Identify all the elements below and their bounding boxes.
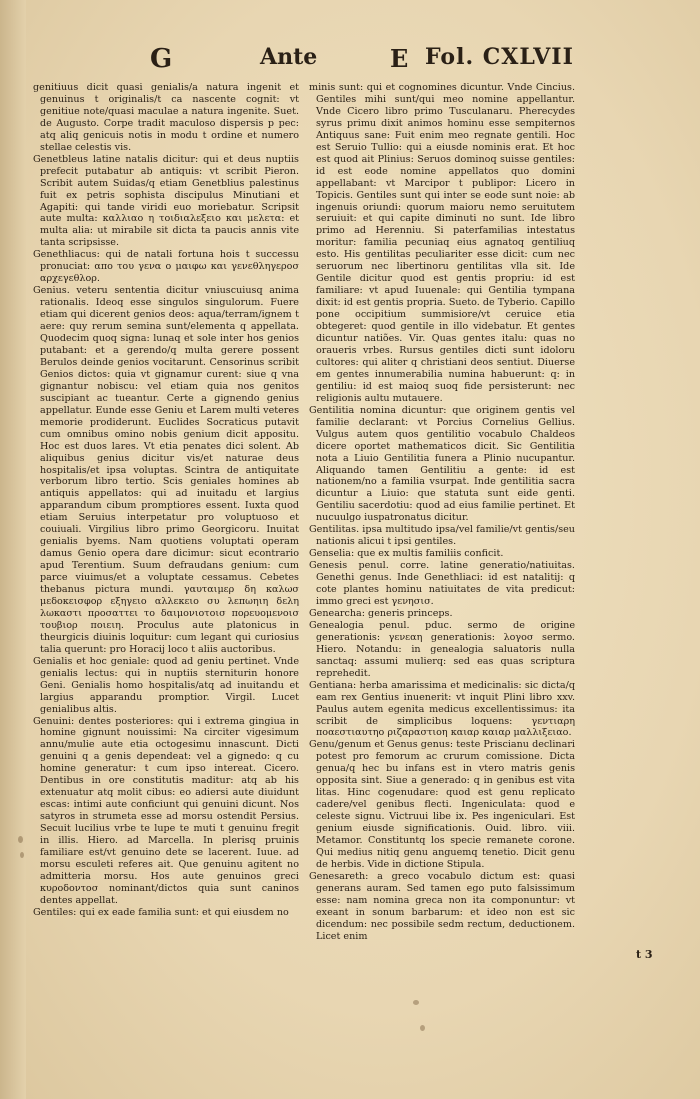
running-header bbox=[150, 44, 580, 76]
signature-mark: t 3 bbox=[636, 948, 653, 961]
folio-number: Fol. CXLVII bbox=[425, 44, 574, 70]
binding-gutter bbox=[0, 0, 26, 1099]
entry-paragraph: Genealogia penul. pduc. sermo de origine generationis: γενεαη generationis: λογοσ sermo. Hiero. Notandu: in genealogia saluatoris nulla sanctaq: assumi mulierq: sed eas quas scriptura reprehedit. bbox=[309, 619, 575, 679]
left-column bbox=[33, 82, 299, 918]
foxing-spot bbox=[420, 1025, 425, 1031]
entry-paragraph: Genuini: dentes posteriores: qui i extrema gingiua in homine gignunt nouissimi: Na circiter vigesimum annu/mulie aute etia octogesimu innascunt. Dicti genuini q a genis dependeat: vel a gignedo: q cu homine generatur: t cum ipso intereat. Cicero. Dentibus in ore constitutis maditur: atq ab his extenuatur atq molit cibus: eo adiersi aute diuidunt escas: intimi aute conficiunt qui genuini dicunt. Nos satyros in strumeta esse ad morsu ostendit Persius. Secuit lucilius vrbe te lupe te muti t genuinu fregit in illis. Hiero. ad Marcella. In plerisq pruinis familiare est/vt genuino dete se lacerent. Iuue. ad morsu esculeti referes ait. Que genuinu agitent no admitteria morsu. Hos aute genuinos greci κυροδοντοσ nominant/dictos quia sunt caninos dentes appellat. bbox=[33, 715, 299, 906]
right-column bbox=[309, 82, 575, 942]
entry-paragraph: Genselia: que ex multis familiis conficit. bbox=[309, 548, 504, 560]
entry-paragraph: Genialis et hoc geniale: quod ad geniu pertinet. Vnde genialis lectus: qui in nuptiis sterniturin honore Geni. Genialis homo hospitalis/atq ad inuitandu et largius apparandu promptior. Virgil. Lucet genialibus altis. bbox=[33, 655, 299, 715]
entry-paragraph: Gentilitia nomina dicuntur: que originem gentis vel familie declarant: vt Porcius Cornelius Gellius. Vulgus autem quos gentilitio vocabulo Chaldeos dicere oportet mathematicos dicit. Sic Gentilitia nota a Liuio Gentilitia funera a Plinio nucupantur. Aliquando tamen Gentilitiu a gente: id est nationem/no a familia vsurpat. Inde gentilitia sacra dicuntur a Liuio: que statuta sunt eide genti. Gentiliu sacerdotiu: quod ad eius familie pertinet. Et nucuulgo iuspatronatus dicitur. bbox=[309, 404, 575, 524]
foxing-spot bbox=[20, 852, 24, 858]
foxing-spot bbox=[18, 836, 23, 843]
entry-paragraph: Genethliacus: qui de natali fortuna hois t successu pronuciat: απο του γενα ο μαιφω και γενεθληγεροσ αρχεγεθλορ. bbox=[33, 249, 299, 285]
entry-paragraph: Genius. veteru sententia dicitur vniuscuiusq anima rationalis. Ideoq esse singulos singulorum. Fuere etiam qui dicerent genios deos: aqua/terram/ignem t aere: quy rerum semina sunt/elementa q appellata. Quodecim quoq signa: lunaq et sole inter hos genios putabant: et a gerendo/q multa gerere possent Berulos deinde genios vocitarunt. Censorinus scribit Genios dictos: quia vt gignamur curent: siue q vna gignantur nobiscu: vel etiam quia nos genitos suscipiant ac tueantur. Certe a gignendo genius appellatur. Eunde esse Geniu et Larem multi veteres memorie prodiderunt. Euclides Socraticus putavit cum omnibus omino nobis genium dicit appositu. Hoc est duos lares. Vt etia penates dici solent. Ab aliquibus genius dicitur vis/et naturae deus hospitalis/et ipsa voluptas. Scintra de antiquitate verborum libro tertio. Scis geniales homines ab antiquis appellatos: qui ad inuitadu et largius apparandum cibum promptiores essent. Iuxta quod etiam Seruius interpetatur pro voluptuoso et couiuali. Virgilius libro primo Georgicoru. Inuitat genialis byems. Nam quotiens voluptati operam damus Genio opera dare dicimur: sicut econtrario apud Terentium. Suum defraudans genium: cum parce viuimus/et a voluptate cessamus. Cebetes thebanus pictura mundi. γαυταιμερ δη καλωσ μεδοκεισφορ εξηγειο αλλεκειο συ λεπωηιη δελη λωκαστι προσαττει το δαιμονιοτοισ πορευομενοισ τουβιορ ποιειη. Proculus aute platonicus in theurgicis diuinis loquitur: cum legant qui curiosius talia querunt: pro Horacij loco t aliis auctoribus. bbox=[33, 285, 299, 655]
entry-paragraph: minis sunt: qui et cognomines dicuntur. Vnde Cincius. Gentiles mihi sunt/qui meo nomine appellantur. Vnde Cicero libro primo Tusculanaru. Pherecydes syrus primu dixit animos hominu esse sempiternos Antiquus sane: Fuit enim meo regnate gentili. Hoc est Seruio Tullio: qui a eiusde nominis erat. Et hoc est quod ait Plinius: Seruos dominoq suisse gentiles: id est eode nomine appellatos quo domini appellabant: vt Marcipor t publipor: Licero in Topicis. Gentiles sunt qui inter se eode sunt noie: ab ingenuis oriundi: quorum maioru nemo seruitutem seruiuit: et qui capite diminuti no sunt. Ide libro primo ad Herenniu. Si paterfamilias intestatus moritur: familia pecuniaq eius agnatoq gentiliuq esto. His gentilitas peculiariter esse dicit: cum nec seruorum nec libertinoru gentilitas vlla sit. Ide Gentile dicitur quod est gentis propriu: id est familiare: vt apud Iuuenale: qui Gentilia tympana dixit: id est gentis propria. Sueto. de Tyberio. Capillo pone occipitium summisiore/vt ceruice etia obtegeret: quod gentile in illo videbatur. Et gentes dicuntur natiões. Vir. Quas gentes italu: quas no oraueris vrbes. Rursus gentiles dicti sunt idoloru cultores: qui aliter q christiani deos sentiut. Diuerse em gentes innumerabilia numina habuerunt: q: in gentiliu: id est maioq suoq fide persisterunt: nec religionis aultu mutauere. bbox=[309, 82, 575, 404]
entry-paragraph: Gentilitas. ipsa multitudo ipsa/vel familie/vt gentis/seu nationis alicui t ipsi gentiles. bbox=[309, 524, 575, 548]
entry-paragraph: Genu/genum et Genus genus: teste Priscianu declinari potest pro femorum ac crurum comissione. Dicta genua/q hec bu infans est in vtero matris genis opposita sint. Siue a generado: q in genibus est vita litas. Hinc cogenudare: quod est genu replicato cadere/vel genibus flecti. Ingeniculata: quod e celeste signu. Victruui libe ix. Pes ingeniculari. Est genium eiusde significationis. Ouid. libro. viii. Metamor. Constituntq los specie remanete corone. Qui medius nitiq genu anguemq tenetio. Dicit genu de herbis. Vide in dictione Stipula. bbox=[309, 739, 575, 870]
header-letter-right: E bbox=[390, 44, 409, 73]
entry-paragraph: Genesis penul. corre. latine generatio/natiuitas. Genethi genus. Inde Genethliaci: id est natalitij: q cote plantes hominu natiuitates de vita predicut: immo greci est γενησισ. bbox=[309, 560, 575, 607]
header-word: Ante bbox=[260, 44, 318, 70]
entry-paragraph: genitiuus dicit quasi genialis/a natura ingenit et genuinus t originalis/t ca nascente cognit: vt genitiue note/quasi maculae a natura ingenite. Suet. de Augusto. Corpe tradit maculoso dispersis p pec: atq aliq genicuis notis in modu t ordine et numero stellae celestis vis. bbox=[33, 82, 299, 153]
entry-paragraph: Gentiana: herba amarissima et medicinalis: sic dicta/q eam rex Gentius inuenerit: vt inquit Plini libro xxv. Paulus autem egenita medicus excellentissimus: ita scribit de simplicibus loquens: γεντιαρη ποαεστιαυτηο ριζαραστιοη καιαρ καιαρ μαλλιξειαο. bbox=[309, 679, 575, 739]
foxing-spot bbox=[413, 1000, 419, 1005]
entry-paragraph: Genetbleus latine natalis dicitur: qui et deus nuptiis prefecit putabatur ab antiquis: vt scribit Pieron. Scribit autem Suidas/q etiam Genetblius palestinus fuit ex petris sophista discipulus Minutiani et Agapiti: qui tande viridi euo moriebatur. Scripsit aute multa: καλλιαο η τοιδιαλεξειο και μελετα: et multa alia: ut mirabile sit dicta ta paucis annis vite tanta scripsisse. bbox=[33, 153, 299, 249]
entry-paragraph: Genesareth: a greco vocabulo dictum est: quasi generans auram. Sed tamen ego puto falsissimum esse: nam nomina greca non ita componuntur: vt exeant in sonum barbarum: et ideo non est sic dicendum: nec possibile sedm rectum, deductionem. Licet enim bbox=[309, 870, 575, 942]
entry-paragraph: Gentiles: qui ex eade familia sunt: et qui eiusdem no bbox=[33, 906, 289, 918]
entry-paragraph: Genearcha: generis princeps. bbox=[309, 607, 453, 619]
header-letter-left: G bbox=[150, 44, 173, 74]
